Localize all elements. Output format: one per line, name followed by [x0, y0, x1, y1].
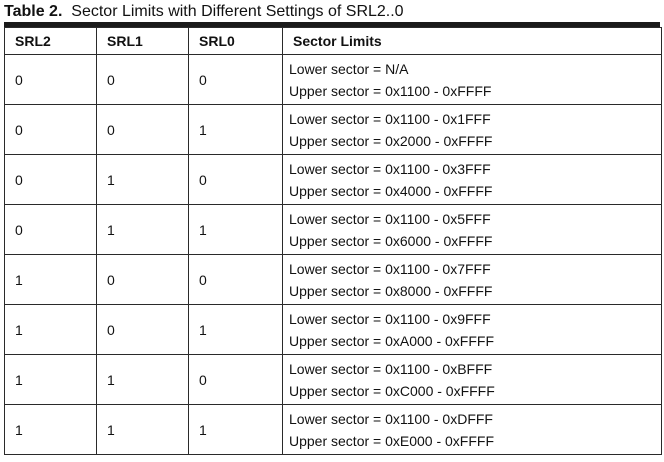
- upper-sector-text: Upper sector = 0x6000 - 0xFFFF: [289, 232, 493, 249]
- upper-sector-text: Upper sector = 0xC000 - 0xFFFF: [289, 382, 495, 399]
- cell-srl0: 0: [189, 55, 283, 105]
- cell-srl2: 1: [5, 405, 97, 455]
- table-caption: [4, 2, 404, 22]
- upper-sector-text: Upper sector = 0x8000 - 0xFFFF: [289, 282, 493, 299]
- lower-sector-text: Lower sector = 0x1100 - 0x5FFF: [289, 210, 491, 227]
- table-row: [5, 305, 662, 355]
- upper-sector-text: Upper sector = 0x1100 - 0xFFFF: [289, 82, 492, 99]
- sector-limits-table: [4, 27, 662, 455]
- lower-sector-text: Lower sector = 0x1100 - 0x7FFF: [289, 260, 491, 277]
- lower-sector-text: Lower sector = 0x1100 - 0xBFFF: [289, 360, 493, 377]
- header-srl1: SRL1: [97, 28, 189, 55]
- cell-sector-limits: [283, 155, 662, 205]
- cell-srl1: 0: [97, 305, 189, 355]
- cell-srl0: 1: [189, 205, 283, 255]
- cell-srl2: 1: [5, 305, 97, 355]
- table-row: [5, 355, 662, 405]
- upper-sector-text: Upper sector = 0xA000 - 0xFFFF: [289, 332, 495, 349]
- cell-srl0: 0: [189, 355, 283, 405]
- cell-srl0: 1: [189, 305, 283, 355]
- cell-srl0: 1: [189, 405, 283, 455]
- cell-srl0: 0: [189, 155, 283, 205]
- table-caption-label: Table 2.: [4, 3, 63, 20]
- cell-srl2: 1: [5, 255, 97, 305]
- cell-srl0: 1: [189, 105, 283, 155]
- cell-srl2: 0: [5, 205, 97, 255]
- cell-srl0: 0: [189, 255, 283, 305]
- table-header-row: [5, 28, 662, 55]
- header-srl2: SRL2: [5, 28, 97, 55]
- cell-sector-limits: [283, 205, 662, 255]
- table-row: [5, 155, 662, 205]
- cell-srl1: 1: [97, 205, 189, 255]
- lower-sector-text: Lower sector = 0x1100 - 0xDFFF: [289, 410, 493, 427]
- cell-srl2: 1: [5, 355, 97, 405]
- header-sector-limits: Sector Limits: [283, 28, 662, 55]
- cell-srl1: 0: [97, 55, 189, 105]
- upper-sector-text: Upper sector = 0xE000 - 0xFFFF: [289, 432, 495, 449]
- upper-sector-text: Upper sector = 0x4000 - 0xFFFF: [289, 182, 493, 199]
- lower-sector-text: Lower sector = 0x1100 - 0x9FFF: [289, 310, 491, 327]
- cell-sector-limits: [283, 55, 662, 105]
- cell-srl2: 0: [5, 155, 97, 205]
- lower-sector-text: Lower sector = 0x1100 - 0x1FFF: [289, 110, 491, 127]
- header-srl0: SRL0: [189, 28, 283, 55]
- upper-sector-text: Upper sector = 0x2000 - 0xFFFF: [289, 132, 493, 149]
- table-row: [5, 55, 662, 105]
- table-row: [5, 105, 662, 155]
- cell-srl1: 0: [97, 255, 189, 305]
- cell-sector-limits: [283, 255, 662, 305]
- cell-sector-limits: [283, 105, 662, 155]
- cell-sector-limits: [283, 305, 662, 355]
- table-row: [5, 205, 662, 255]
- cell-srl2: 0: [5, 105, 97, 155]
- table-row: [5, 255, 662, 305]
- cell-srl2: 0: [5, 55, 97, 105]
- cell-srl1: 1: [97, 155, 189, 205]
- table-caption-title: Sector Limits with Different Settings of SRL2..0: [71, 3, 404, 20]
- lower-sector-text: Lower sector = N/A: [289, 60, 409, 77]
- lower-sector-text: Lower sector = 0x1100 - 0x3FFF: [289, 160, 491, 177]
- table-row: [5, 405, 662, 455]
- cell-srl1: 0: [97, 105, 189, 155]
- cell-srl1: 1: [97, 405, 189, 455]
- cell-sector-limits: [283, 405, 662, 455]
- cell-sector-limits: [283, 355, 662, 405]
- cell-srl1: 1: [97, 355, 189, 405]
